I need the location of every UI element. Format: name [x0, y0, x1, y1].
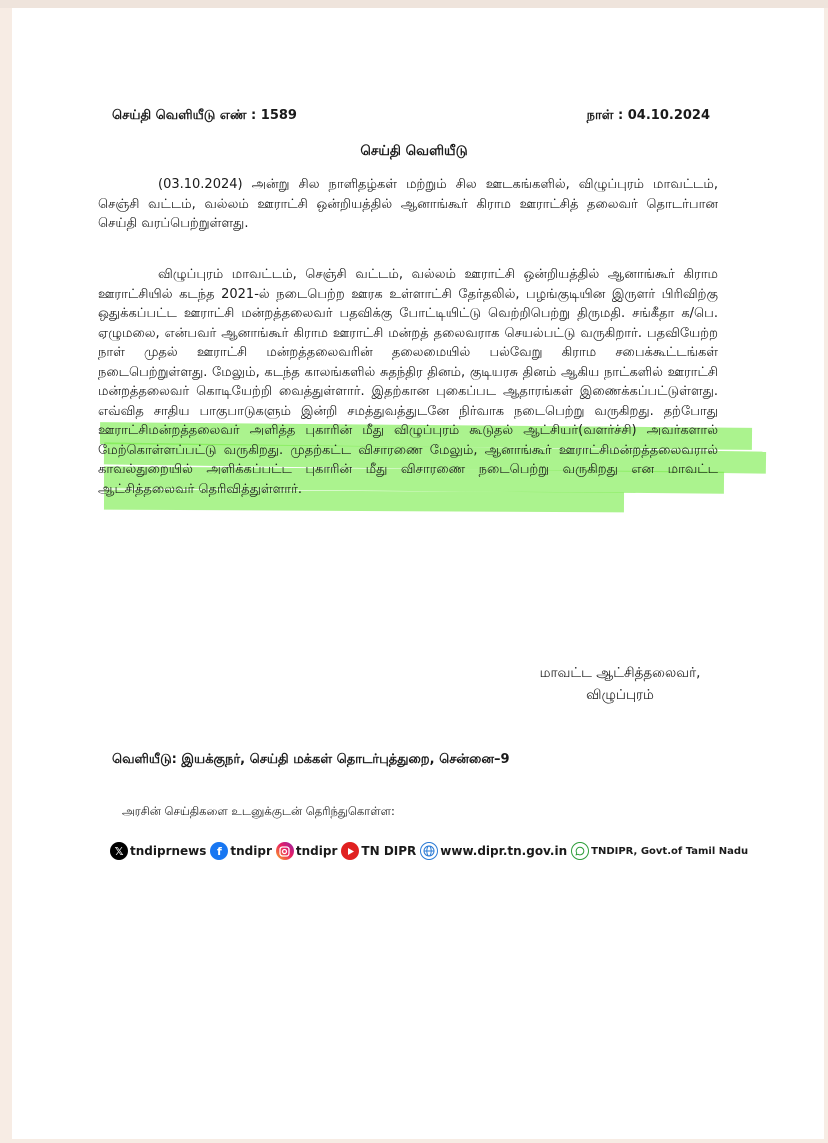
document-header	[98, 100, 710, 122]
released-by: வெளியீடு: இயக்குநர், செய்தி மக்கள் தொடர்புத்துறை, சென்னை–9	[112, 752, 510, 767]
youtube-icon	[341, 842, 359, 860]
signatory-title: மாவட்ட ஆட்சித்தலைவர்,	[539, 665, 701, 681]
follow-prompt: அரசின் செய்திகளை உடனுக்குடன் தெரிந்துகொள்ள:	[122, 804, 395, 818]
social-links	[110, 838, 748, 864]
globe-icon	[420, 842, 438, 860]
youtube-handle-link[interactable]: TN DIPR	[361, 844, 417, 858]
top-edge-strip	[0, 0, 828, 8]
x-handle-link[interactable]: tndiprnews	[130, 844, 207, 858]
x-logo-icon: 𝕏	[110, 842, 128, 860]
paragraph-1-text: (03.10.2024) அன்று சில நாளிதழ்கள் மற்றும் சில ஊடகங்களில், விழுப்புரம் மாவட்டம், செஞ்சி வட்டம், வல்லம் ஊராட்சி ஒன்றியத்தில் ஆனாங்கூர் கிராம ஊராட்சித் தலைவர் தொடர்பான செய்தி வரப்பெற்றுள்ளது.	[98, 177, 718, 231]
instagram-icon	[276, 842, 294, 860]
whatsapp-channel-link[interactable]: TNDIPR, Govt.of Tamil Nadu	[591, 845, 749, 857]
release-date: நாள் : 04.10.2024	[586, 108, 710, 123]
instagram-handle-link[interactable]: tndipr	[295, 844, 338, 858]
paragraph-2	[98, 265, 718, 499]
signature-block	[490, 662, 750, 706]
website-link[interactable]: www.dipr.tn.gov.in	[440, 844, 568, 858]
whatsapp-icon	[571, 842, 589, 860]
release-number: செய்தி வெளியீடு எண் : 1589	[112, 108, 297, 123]
facebook-icon: f	[210, 842, 228, 860]
paragraph-1	[98, 175, 718, 234]
document-title: செய்தி வெளியீடு	[360, 143, 468, 159]
paragraph-2-text: விழுப்புரம் மாவட்டம், செஞ்சி வட்டம், வல்லம் ஊராட்சி ஒன்றியத்தில் ஆனாங்கூர் கிராம ஊராட்சியில் கடந்த 2021-ல் நடைபெற்ற ஊரக உள்ளாட்சி தேர்தலில், பழங்குடியின இருளர் பிரிவிற்கு ஒதுக்கப்பட்ட ஊராட்சி மன்றத்தலைவர் பதவிக்கு போட்டியிட்டு வெற்றிபெற்று திருமதி. சங்கீதா க/பெ. ஏழுமலை, என்பவர் ஆனாங்கூர் கிராம ஊராட்சி மன்றத் தலைவராக செயல்பட்டு வருகிறார். பதவியேற்ற நாள் முதல் ஊராட்சி மன்றத்தலைவரின் தலைமையில் பல்வேறு கிராம சபைக்கூட்டங்கள் நடைபெற்றுள்ளது. மேலும், கடந்த காலங்களில் சுதந்திர தினம், குடியரசு தினம் ஆகிய நாட்களில் ஊராட்சி மன்றத்தலைவர் கொடியேற்றி வைத்துள்ளார். இதற்கான புகைப்பட ஆதாரங்கள் இணைக்கப்பட்டுள்ளது. எவ்வித சாதிய பாகுபாடுகளும் இன்றி சமத்துவத்துடனே நிர்வாக நடைபெற்று வருகிறது. தற்போது ஊராட்சிமன்றத்தலைவர் அளித்த புகாரின் மீது விழுப்புரம் கூடுதல் ஆட்சியர்(வளர்ச்சி) அவர்களால் மேற்கொள்ளப்பட்டு வருகிறது. முதற்கட்ட விசாரணை மேலும், ஆனாங்கூர் ஊராட்சிமன்றத்தலைவரால் காவல்துறையில் அளிக்கப்பட்ட புகாரின் மீது விசாரணை நடைபெற்று வருகிறது என மாவட்ட ஆட்சித்தலைவர் தெரிவித்துள்ளார்.	[98, 267, 718, 497]
signatory-district: விழுப்புரம்	[586, 687, 654, 703]
facebook-handle-link[interactable]: tndipr	[230, 844, 272, 858]
